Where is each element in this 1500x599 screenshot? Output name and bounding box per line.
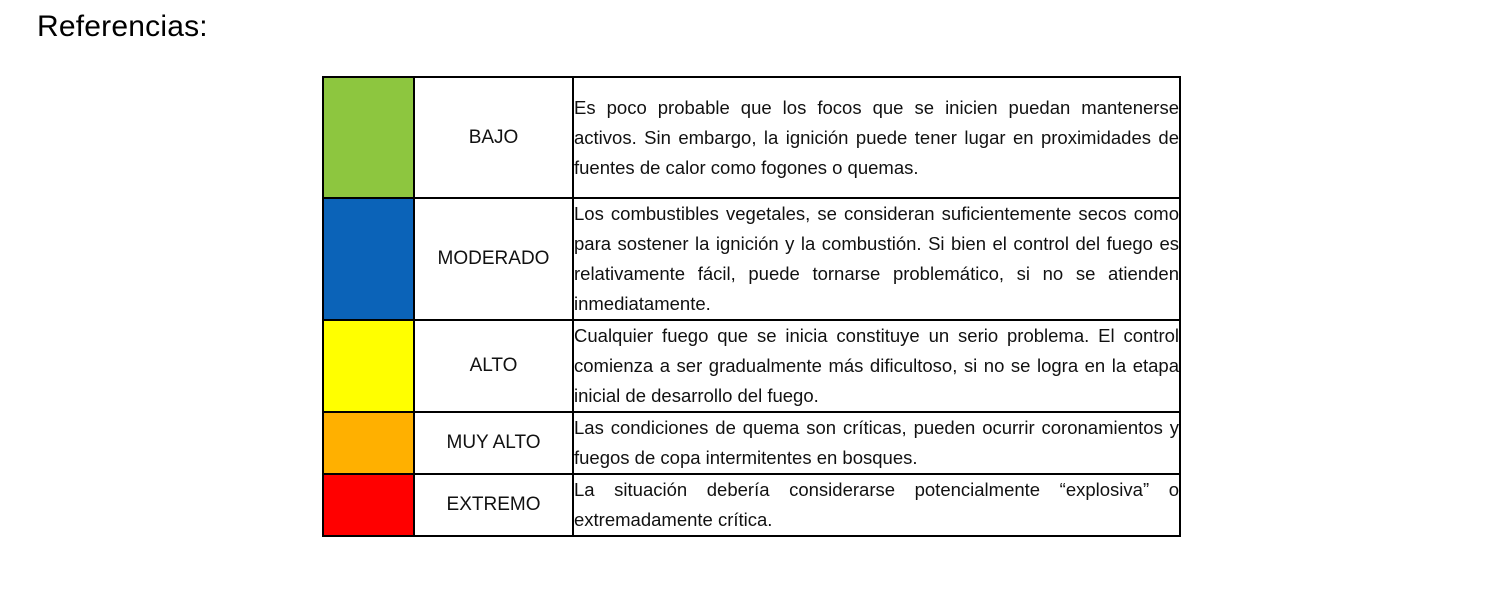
color-swatch-bajo [323,77,414,198]
level-description-moderado: Los combustibles vegetales, se consideran suficientemente secos como para sostener la ignición y la combustión. Si bien el control del fuego es relativamente fácil, puede tornarse problemático, si no se atienden inmediatamente. [573,198,1180,320]
level-label-alto: ALTO [414,320,573,412]
level-label-bajo: BAJO [414,77,573,198]
level-description-alto: Cualquier fuego que se inicia constituye un serio problema. El control comienza a ser gradualmente más dificultoso, si no se logra en la etapa inicial de desarrollo del fuego. [573,320,1180,412]
level-description-extremo: La situación debería considerarse potencialmente “explosiva” o extremadamente crítica. [573,474,1180,536]
legend-row-bajo [323,77,1180,198]
color-swatch-alto [323,320,414,412]
level-label-extremo: EXTREMO [414,474,573,536]
legend-row-muy-alto [323,412,1180,474]
legend-row-alto [323,320,1180,412]
color-swatch-moderado [323,198,414,320]
level-description-bajo: Es poco probable que los focos que se inicien puedan mantenerse activos. Sin embargo, la ignición puede tener lugar en proximidades de fuentes de calor como fogones o quemas. [573,77,1180,198]
legend-row-extremo [323,474,1180,536]
page-heading: Referencias: [37,10,208,43]
legend-row-moderado [323,198,1180,320]
level-label-muy-alto: MUY ALTO [414,412,573,474]
level-description-muy-alto: Las condiciones de quema son críticas, pueden ocurrir coronamientos y fuegos de copa intermitentes en bosques. [573,412,1180,474]
level-label-moderado: MODERADO [414,198,573,320]
color-swatch-extremo [323,474,414,536]
fire-danger-legend-table [322,76,1181,537]
color-swatch-muy-alto [323,412,414,474]
